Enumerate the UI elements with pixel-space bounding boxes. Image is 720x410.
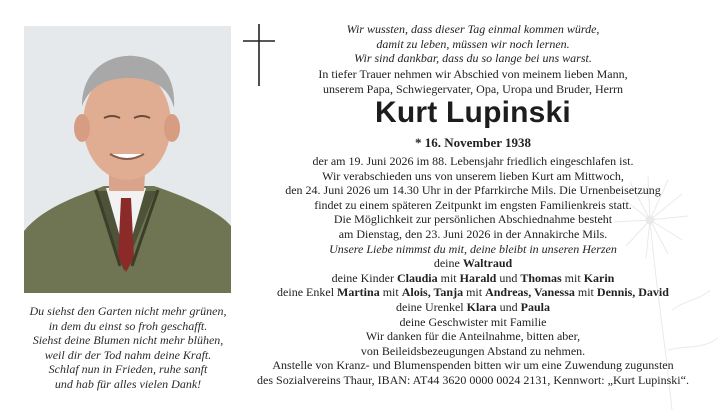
name-bold: Martina xyxy=(337,285,380,300)
mourner-wife xyxy=(248,256,698,271)
name-bold: Thomas xyxy=(520,270,562,285)
left-poem xyxy=(4,304,252,392)
name-bold: Dennis, David xyxy=(596,285,669,300)
top-poem xyxy=(248,22,698,66)
birth-date: * 16. November 1938 xyxy=(414,135,532,150)
farewell-line: am Dienstag, den 23. Juni 2026 in der Annakirche Mils. xyxy=(338,226,608,241)
funeral-line: den 24. Juni 2026 um 14.30 Uhr in der Pfarrkirche Mils. Die Urnenbeisetzung xyxy=(285,183,661,198)
poem-line: in dem du einst so froh geschafft. xyxy=(48,318,208,333)
connector: mit xyxy=(440,270,457,285)
connector: mit xyxy=(577,285,594,300)
prefix: deine Urenkel xyxy=(396,299,464,314)
connector: mit xyxy=(382,285,399,300)
quote-line: Unsere Liebe nimmst du mit, deine bleibt in unseren Herzen xyxy=(329,241,617,256)
name-bold: Klara xyxy=(466,299,497,314)
intro-line: In tiefer Trauer nehmen wir Abschied von meinem lieben Mann, xyxy=(318,67,628,81)
poem-line: damit zu leben, müssen wir noch lernen. xyxy=(376,36,570,51)
poem-line: Wir sind dankbar, dass du so lange bei uns warst. xyxy=(354,51,592,66)
funeral-line: findet zu einem späteren Zeitpunkt im engsten Familienkreis statt. xyxy=(314,197,632,212)
prefix: deine Enkel xyxy=(277,285,335,300)
poem-line: Du siehst den Garten nicht mehr grünen, xyxy=(29,304,227,318)
death-text: der am 19. Juni 2026 im 88. Lebensjahr friedlich eingeschlafen ist. xyxy=(312,154,634,168)
intro-text xyxy=(248,67,698,96)
name-bold: Claudia xyxy=(396,270,438,285)
intro-line: unserem Papa, Schwiegervater, Opa, Uropa und Bruder, Herrn xyxy=(323,81,623,96)
portrait-photo xyxy=(24,26,231,293)
poem-line: und hab für alles vielen Dank! xyxy=(54,376,202,391)
donation-line: des Sozialvereins Thaur, IBAN: AT44 3620 0000 0024 2131, Kennwort: „Kurt Lupinski“. xyxy=(257,372,689,387)
connector: und xyxy=(499,270,518,285)
mourner-children xyxy=(248,271,698,286)
thanks-line: von Beileidsbezeugungen Abstand zu nehmen. xyxy=(360,343,586,358)
connector: mit xyxy=(564,270,581,285)
name-bold: Andreas, Vanessa xyxy=(485,285,575,300)
name-bold: Waltraud xyxy=(462,256,513,271)
poem-line: Wir wussten, dass dieser Tag einmal kommen würde, xyxy=(346,22,600,36)
farewell-line: Die Möglichkeit zur persönlichen Abschiednahme besteht xyxy=(333,212,613,227)
poem-line: Schlaf nun in Frieden, ruhe sanft xyxy=(48,362,208,377)
mourner-siblings: deine Geschwister mit Familie xyxy=(399,314,547,329)
name-bold: Paula xyxy=(520,299,550,314)
name-bold: Karin xyxy=(583,270,615,285)
main-text xyxy=(248,154,698,388)
poem-line: weil dir der Tod nahm deine Kraft. xyxy=(44,347,212,362)
name-bold: Alois, Tanja xyxy=(401,285,464,300)
mourner-grandchildren xyxy=(248,285,698,300)
poem-line: Siehst deine Blumen nicht mehr blühen, xyxy=(32,333,224,348)
donation-line: Anstelle von Kranz- und Blumenspenden bitten wir um eine Zuwendung zugunsten xyxy=(272,358,674,373)
connector: mit xyxy=(466,285,483,300)
prefix: deine xyxy=(433,256,460,271)
deceased-name: Kurt Lupinski xyxy=(375,96,571,129)
connector: und xyxy=(499,299,518,314)
prefix: deine Kinder xyxy=(331,270,394,285)
funeral-line: Wir verabschieden uns von unserem lieben Kurt am Mittwoch, xyxy=(322,168,624,183)
name-bold: Harald xyxy=(459,270,497,285)
mourner-great-grandchildren xyxy=(248,300,698,315)
thanks-line: Wir danken für die Anteilnahme, bitten aber, xyxy=(365,329,581,344)
